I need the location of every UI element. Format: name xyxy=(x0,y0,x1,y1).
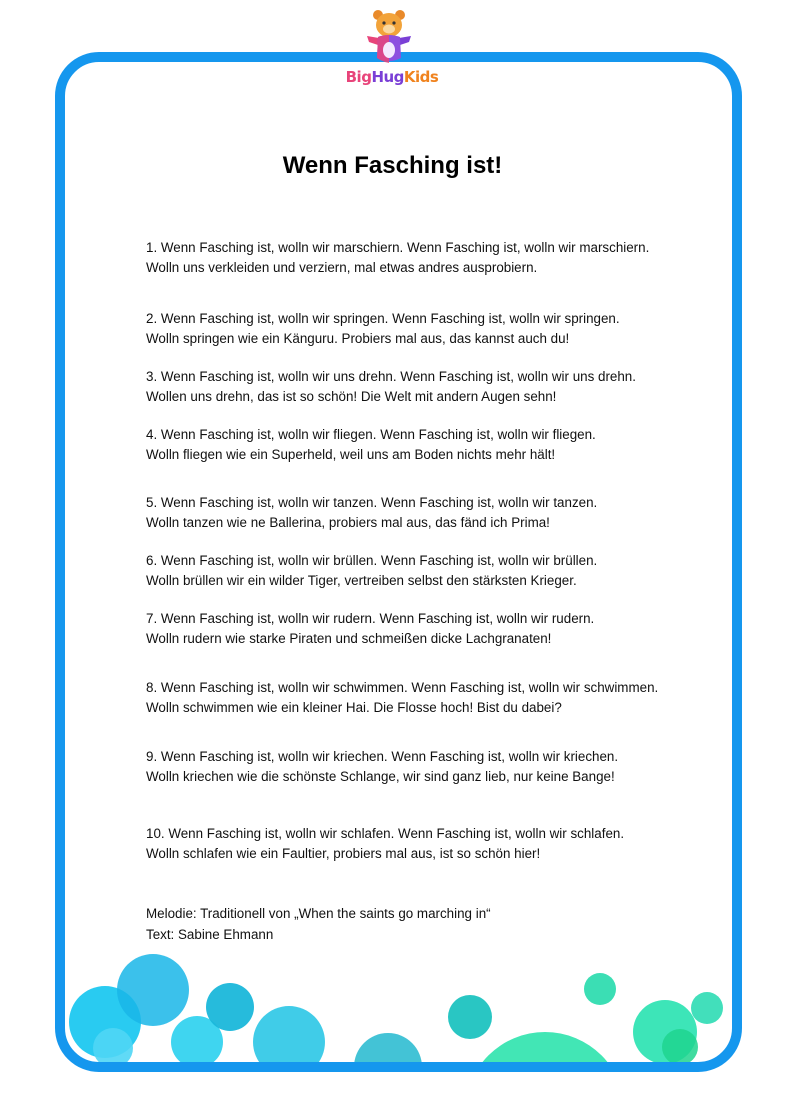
verse-line: Wolln brüllen wir ein wilder Tiger, vertreiben selbst den stärksten Krieger. xyxy=(146,573,577,588)
bighugkids-logo xyxy=(337,8,447,98)
verse xyxy=(146,747,618,787)
verse-line: 3. Wenn Fasching ist, wolln wir uns drehn. Wenn Fasching ist, wolln wir uns drehn. xyxy=(146,369,636,384)
page-title: Wenn Fasching ist! xyxy=(282,152,503,179)
bubble xyxy=(465,1032,625,1062)
verse-line: Wolln springen wie ein Känguru. Probiers mal aus, das kannst auch du! xyxy=(146,331,570,346)
verse-line: 10. Wenn Fasching ist, wolln wir schlafen. Wenn Fasching ist, wolln wir schlafen. xyxy=(146,826,625,841)
text-credit: Text: Sabine Ehmann xyxy=(146,927,274,942)
bubble xyxy=(117,954,189,1026)
verse-line: Wolln schwimmen wie ein kleiner Hai. Die Flosse hoch! Bist du dabei? xyxy=(146,700,562,715)
logo-wordmark: BigHugKids xyxy=(345,68,439,86)
verse-line: Wolln kriechen wie die schönste Schlange, wir sind ganz lieb, nur keine Bange! xyxy=(146,769,615,784)
verse-line: 5. Wenn Fasching ist, wolln wir tanzen. Wenn Fasching ist, wolln wir tanzen. xyxy=(146,495,598,510)
verse xyxy=(146,425,596,465)
bubble xyxy=(584,973,616,1005)
bubble xyxy=(354,1033,422,1062)
verse xyxy=(146,367,636,407)
verse-line: 4. Wenn Fasching ist, wolln wir fliegen. Wenn Fasching ist, wolln wir fliegen. xyxy=(146,427,596,442)
verse xyxy=(146,551,597,591)
verse xyxy=(146,824,624,864)
melody-credit: Melodie: Traditionell von „When the saints go marching in“ xyxy=(146,906,491,921)
verse-line: 7. Wenn Fasching ist, wolln wir rudern. Wenn Fasching ist, wolln wir rudern. xyxy=(146,611,595,626)
verse-line: Wolln tanzen wie ne Ballerina, probiers mal aus, das fänd ich Prima! xyxy=(146,515,550,530)
verse-line: Wolln uns verkleiden und verziern, mal etwas andres ausprobiern. xyxy=(146,260,538,275)
verse-line: 6. Wenn Fasching ist, wolln wir brüllen. Wenn Fasching ist, wolln wir brüllen. xyxy=(146,553,598,568)
song-credits xyxy=(146,903,491,945)
verse-line: 9. Wenn Fasching ist, wolln wir kriechen. Wenn Fasching ist, wolln wir kriechen. xyxy=(146,749,619,764)
bubble xyxy=(691,992,723,1024)
bubble xyxy=(253,1006,325,1062)
bubble xyxy=(206,983,254,1031)
verse-line: 8. Wenn Fasching ist, wolln wir schwimmen. Wenn Fasching ist, wolln wir schwimmen. xyxy=(146,680,659,695)
bear-mascot-icon xyxy=(359,8,419,70)
verse-line: 1. Wenn Fasching ist, wolln wir marschiern. Wenn Fasching ist, wolln wir marschiern. xyxy=(146,240,650,255)
verse-line: Wolln fliegen wie ein Superheld, weil uns am Boden nichts mehr hält! xyxy=(146,447,556,462)
verse xyxy=(146,493,597,533)
verse-line: Wolln schlafen wie ein Faultier, probiers mal aus, ist so schön hier! xyxy=(146,846,541,861)
bubble xyxy=(448,995,492,1039)
verse-line: Wollen uns drehn, das ist so schön! Die Welt mit andern Augen sehn! xyxy=(146,389,557,404)
verse xyxy=(146,309,620,349)
verse xyxy=(146,238,649,278)
verse-line: 2. Wenn Fasching ist, wolln wir springen. Wenn Fasching ist, wolln wir springen. xyxy=(146,311,620,326)
verse xyxy=(146,609,594,649)
verse xyxy=(146,678,658,718)
verse-line: Wolln rudern wie starke Piraten und schmeißen dicke Lachgranaten! xyxy=(146,631,552,646)
